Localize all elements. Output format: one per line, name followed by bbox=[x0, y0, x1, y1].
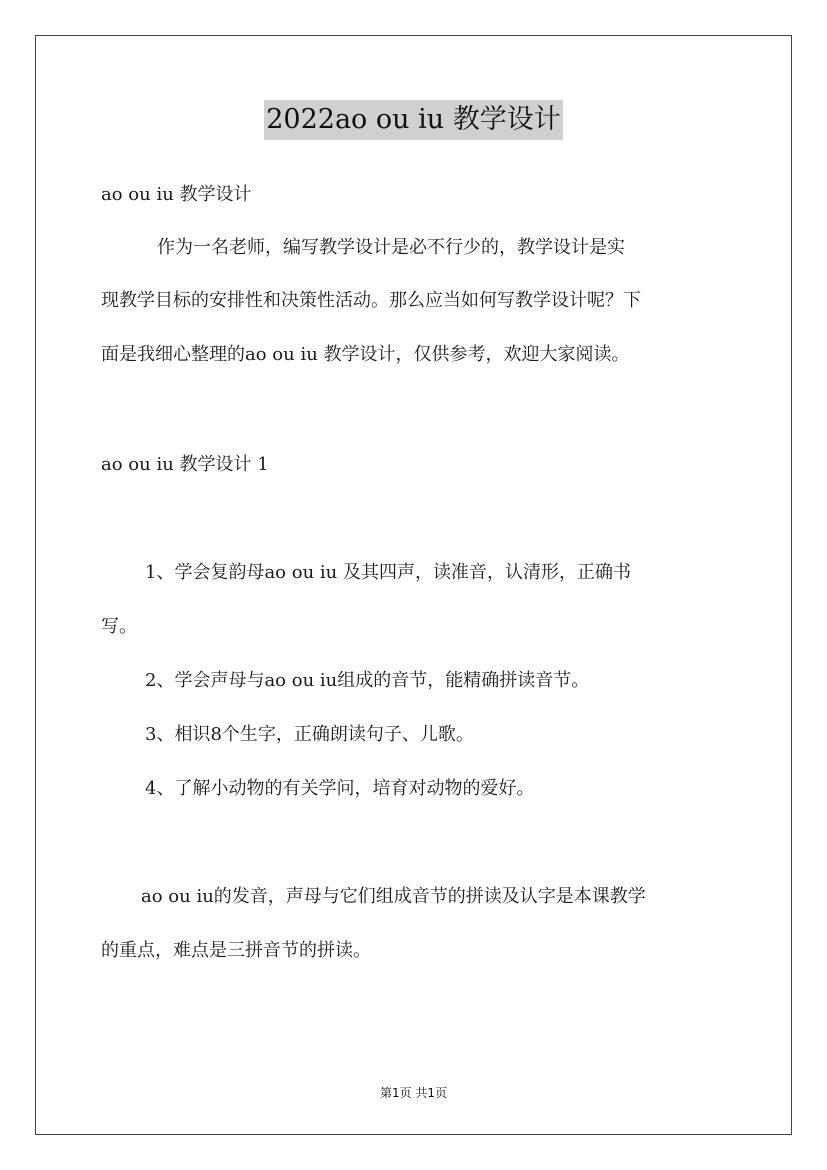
goal-line-3: 3、相识8个生字，正确朗读句子、儿歌。 bbox=[145, 724, 474, 745]
focus-line-2: 的重点，难点是三拼音节的拼读。 bbox=[101, 940, 371, 961]
title-container bbox=[0, 100, 827, 140]
goal-line-1: 1、学会复韵母ao ou iu 及其四声，读准音，认清形，正确书 bbox=[145, 562, 631, 583]
goal-line-2: 2、学会声母与ao ou iu组成的音节，能精确拼读音节。 bbox=[145, 670, 590, 691]
page-footer: 第1页 共1页 bbox=[379, 1086, 448, 1100]
section-heading: ao ou iu 教学设计 1 bbox=[101, 454, 269, 475]
goal-line-1-continued: 写。 bbox=[101, 616, 137, 637]
intro-line-1: 作为一名老师，编写教学设计是必不行少的，教学设计是实 bbox=[157, 237, 625, 258]
intro-line-3: 面是我细心整理的ao ou iu 教学设计，仅供参考，欢迎大家阅读。 bbox=[101, 344, 630, 365]
intro-line-2: 现教学目标的安排性和决策性活动。那么应当如何写教学设计呢？下 bbox=[101, 290, 641, 311]
document-title: 2022ao ou iu 教学设计 bbox=[264, 100, 562, 140]
subtitle: ao ou iu 教学设计 bbox=[101, 184, 252, 205]
focus-line-1: ao ou iu的发音，声母与它们组成音节的拼读及认字是本课教学 bbox=[141, 886, 646, 907]
goal-line-4: 4、了解小动物的有关学问，培育对动物的爱好。 bbox=[145, 778, 535, 799]
